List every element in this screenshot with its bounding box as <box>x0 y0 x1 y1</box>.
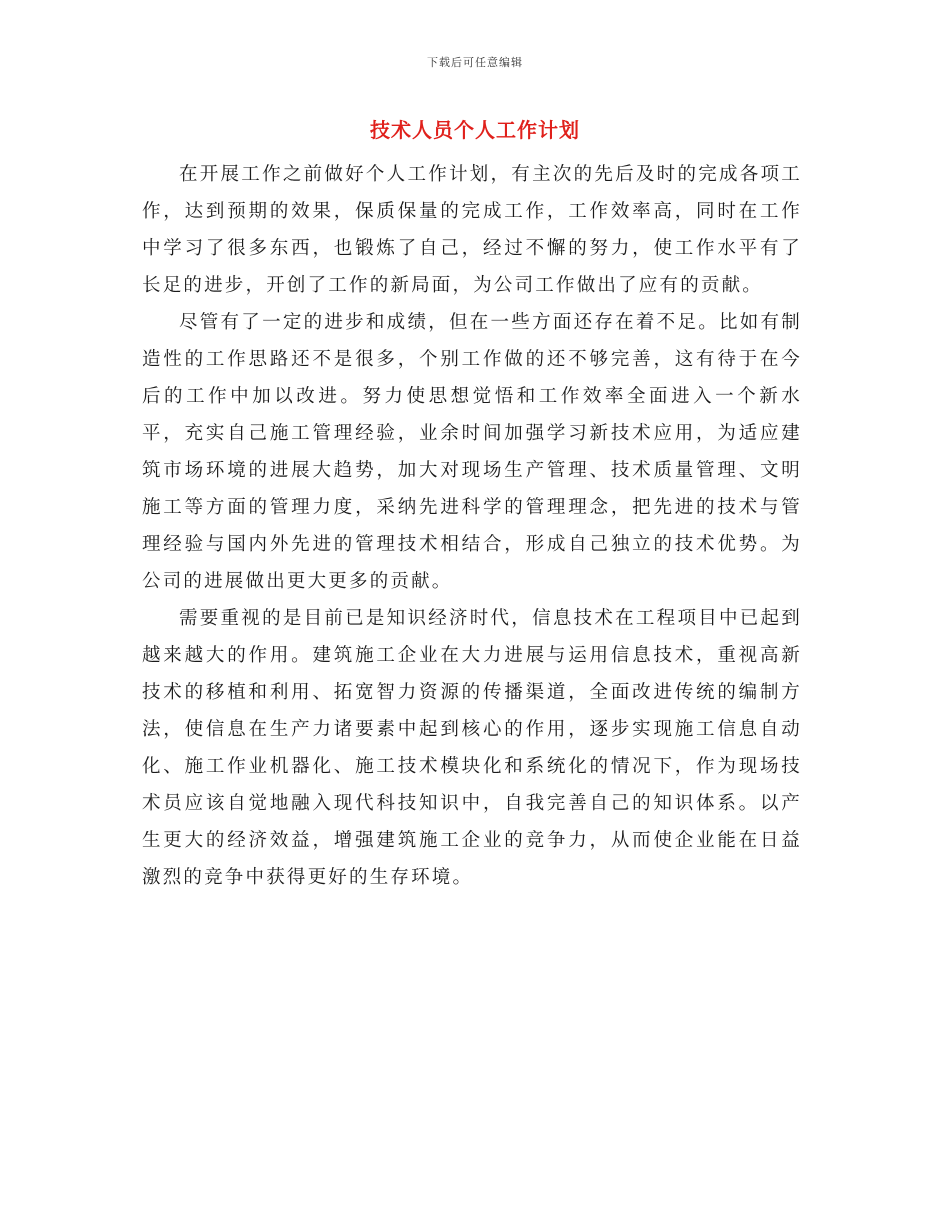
document-body <box>142 156 802 896</box>
paragraph-1: 在开展工作之前做好个人工作计划，有主次的先后及时的完成各项工作，达到预期的效果，保质保量的完成工作，工作效率高，同时在工作中学习了很多东西，也锻炼了自己，经过不懈的努力，使工作水平有了长足的进步，开创了工作的新局面，为公司工作做出了应有的贡献。 <box>142 164 802 296</box>
document-title: 技术人员个人工作计划 <box>370 118 580 142</box>
paragraph-2: 尽管有了一定的进步和成绩，但在一些方面还存在着不足。比如有制造性的工作思路还不是很多，个别工作做的还不够完善，这有待于在今后的工作中加以改进。努力使思想觉悟和工作效率全面进入一个新水平，充实自己施工管理经验，业余时间加强学习新技术应用，为适应建筑市场环境的进展大趋势，加大对现场生产管理、技术质量管理、文明施工等方面的管理力度，采纳先进科学的管理理念，把先进的技术与管理经验与国内外先进的管理技术相结合，形成自己独立的技术优势。为公司的进展做出更大更多的贡献。 <box>142 312 802 592</box>
page-header: 下载后可任意编辑 <box>427 56 523 69</box>
paragraph-3: 需要重视的是目前已是知识经济时代，信息技术在工程项目中已起到越来越大的作用。建筑施工企业在大力进展与运用信息技术，重视高新技术的移植和利用、拓宽智力资源的传播渠道，全面改进传统的编制方法，使信息在生产力诸要素中起到核心的作用，逐步实现施工信息自动化、施工作业机器化、施工技术模块化和系统化的情况下，作为现场技术员应该自觉地融入现代科技知识中，自我完善自己的知识体系。以产生更大的经济效益，增强建筑施工企业的竞争力，从而使企业能在日益激烈的竞争中获得更好的生存环境。 <box>142 608 802 888</box>
